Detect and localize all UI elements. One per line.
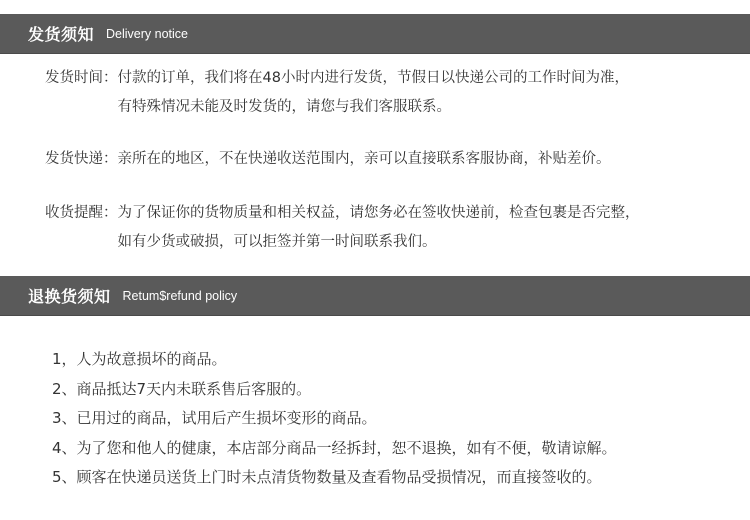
delivery-notice-header <box>0 14 750 54</box>
delivery-time-label: 发货时间 <box>45 70 103 86</box>
delivery-time-separator: ： <box>103 70 118 86</box>
list-item: 2、商品抵达7天内未联系售后客服的。 <box>52 379 312 398</box>
delivery-express-separator: ： <box>103 151 118 167</box>
return-policy-title: 退换货须知 <box>28 287 111 306</box>
receipt-reminder-label: 收货提醒 <box>45 205 103 221</box>
return-policy-header <box>0 276 750 316</box>
list-item: 1，人为故意损坏的商品。 <box>52 350 227 368</box>
receipt-reminder-line: 为了保证你的货物质量和相关权益，请您务必在签收快递前，检查包裹是否完整， <box>117 205 640 221</box>
list-item: 5、顾客在快递员送货上门时未点清货物数量及查看物品受损情况，而直接签收的。 <box>52 468 602 486</box>
receipt-reminder-row <box>45 199 735 257</box>
delivery-express-label: 发货快递 <box>45 151 103 167</box>
delivery-express-text <box>118 145 736 174</box>
delivery-express-row <box>45 145 735 174</box>
receipt-reminder-line: 如有少货或破损，可以拒签并第一时间联系我们。 <box>117 234 437 250</box>
return-policy-subtitle: Retum$refund policy <box>122 288 238 303</box>
delivery-time-line: 付款的订单，我们将在48小时内进行发货，节假日以快递公司的工作时间为准， <box>117 70 629 86</box>
delivery-express-line: 亲所在的地区，不在快递收送范围内，亲可以直接联系客服协商，补贴差价。 <box>117 151 611 167</box>
receipt-reminder-separator: ： <box>103 205 118 221</box>
delivery-time-text <box>118 64 736 122</box>
receipt-reminder-text <box>118 199 736 257</box>
delivery-notice-title: 发货须知 <box>28 25 95 44</box>
list-item: 4、为了您和他人的健康，本店部分商品一经拆封，恕不退换，如有不便，敬请谅解。 <box>52 438 617 457</box>
delivery-time-line: 有特殊情况未能及时发货的，请您与我们客服联系。 <box>117 99 451 115</box>
return-policy-list <box>52 345 742 493</box>
list-item: 3、已用过的商品，试用后产生损坏变形的商品。 <box>52 409 377 427</box>
delivery-time-row <box>45 64 735 122</box>
delivery-notice-subtitle: Delivery notice <box>106 26 188 41</box>
